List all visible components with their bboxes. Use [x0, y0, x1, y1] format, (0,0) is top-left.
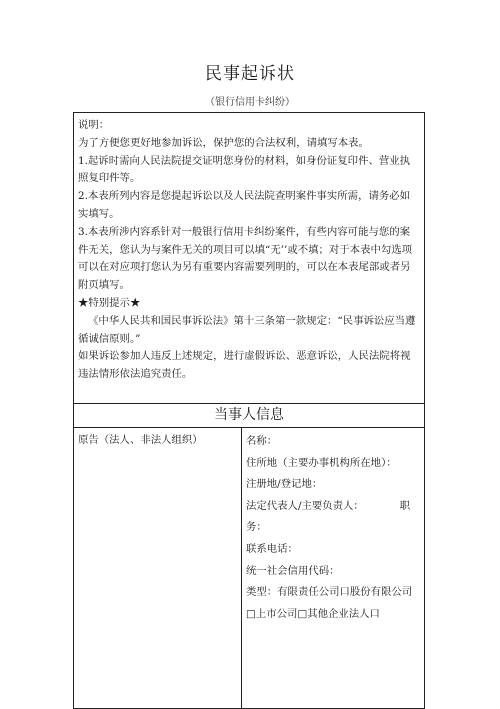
document-title: 民事起诉状 — [205, 64, 295, 84]
field-phone[interactable]: 联系电话： — [246, 542, 298, 555]
section-header-parties: 当事人信息 — [73, 403, 425, 428]
legal-rep-label: 法定代表人/主要负责人： — [246, 499, 364, 512]
special-notice-heading: ★特别提示★ — [78, 296, 141, 309]
instruction-item-2: 2.本表所列内容是您提起诉讼以及人民法院查明案件事实所需，请务必如实填写。 — [78, 190, 411, 220]
instructions-box — [73, 112, 425, 404]
instructions-intro: 为了方便您更好地参加诉讼，保护您的合法权利，请填写本表。 — [78, 136, 369, 149]
warning-text: 如果诉讼参加人违反上述规定，进行虚假诉讼、恶意诉讼，人民法院将视违法情形依法追究责任。 — [78, 350, 411, 381]
field-legal-representative[interactable] — [246, 496, 420, 518]
document-subtitle: （银行信用卡纠纷） — [205, 97, 295, 108]
instruction-item-3: 3.本表所涉内容系针对一般银行信用卡纠纷案件，有些内容可能与您的案件无关，您认为与案件无关的项目可以填“无’’或不填；对于本表中勾选项可以在对应项打您认为另有重要内容需要列明的，可以在本表尾部或者另附页填写。 — [78, 225, 413, 292]
field-type-line-2[interactable]: □上市公司□其他企业法人口 — [246, 607, 380, 620]
field-name[interactable]: 名称： — [246, 435, 278, 447]
plaintiff-fields — [242, 428, 424, 628]
plaintiff-label: 原告（法人、非法人组织） — [74, 428, 242, 708]
instruction-item-1: 1.起诉时需向人民法院提交证明您身份的材料，如身份证复印件、营业执照复印件等。 — [78, 154, 411, 185]
instructions-heading: 说明： — [78, 119, 110, 131]
law-quote: 《中华人民共和国民事诉讼法》第十三条第一款规定：“民事诉讼应当遵循诚信原则。” — [78, 314, 416, 345]
field-credit-code[interactable]: 统一社会信用代码： — [246, 564, 340, 577]
field-type-line-1[interactable]: 类型：有限责任公司口股份有限公司 — [246, 586, 413, 599]
field-address[interactable]: 住所地（主要办事机构所在地）： — [246, 456, 397, 469]
field-position[interactable]: 务： — [246, 521, 267, 534]
plaintiff-table — [73, 427, 425, 709]
position-label-start: 职 — [399, 499, 410, 512]
field-registered-place[interactable]: 注册地/登记地： — [246, 478, 323, 491]
